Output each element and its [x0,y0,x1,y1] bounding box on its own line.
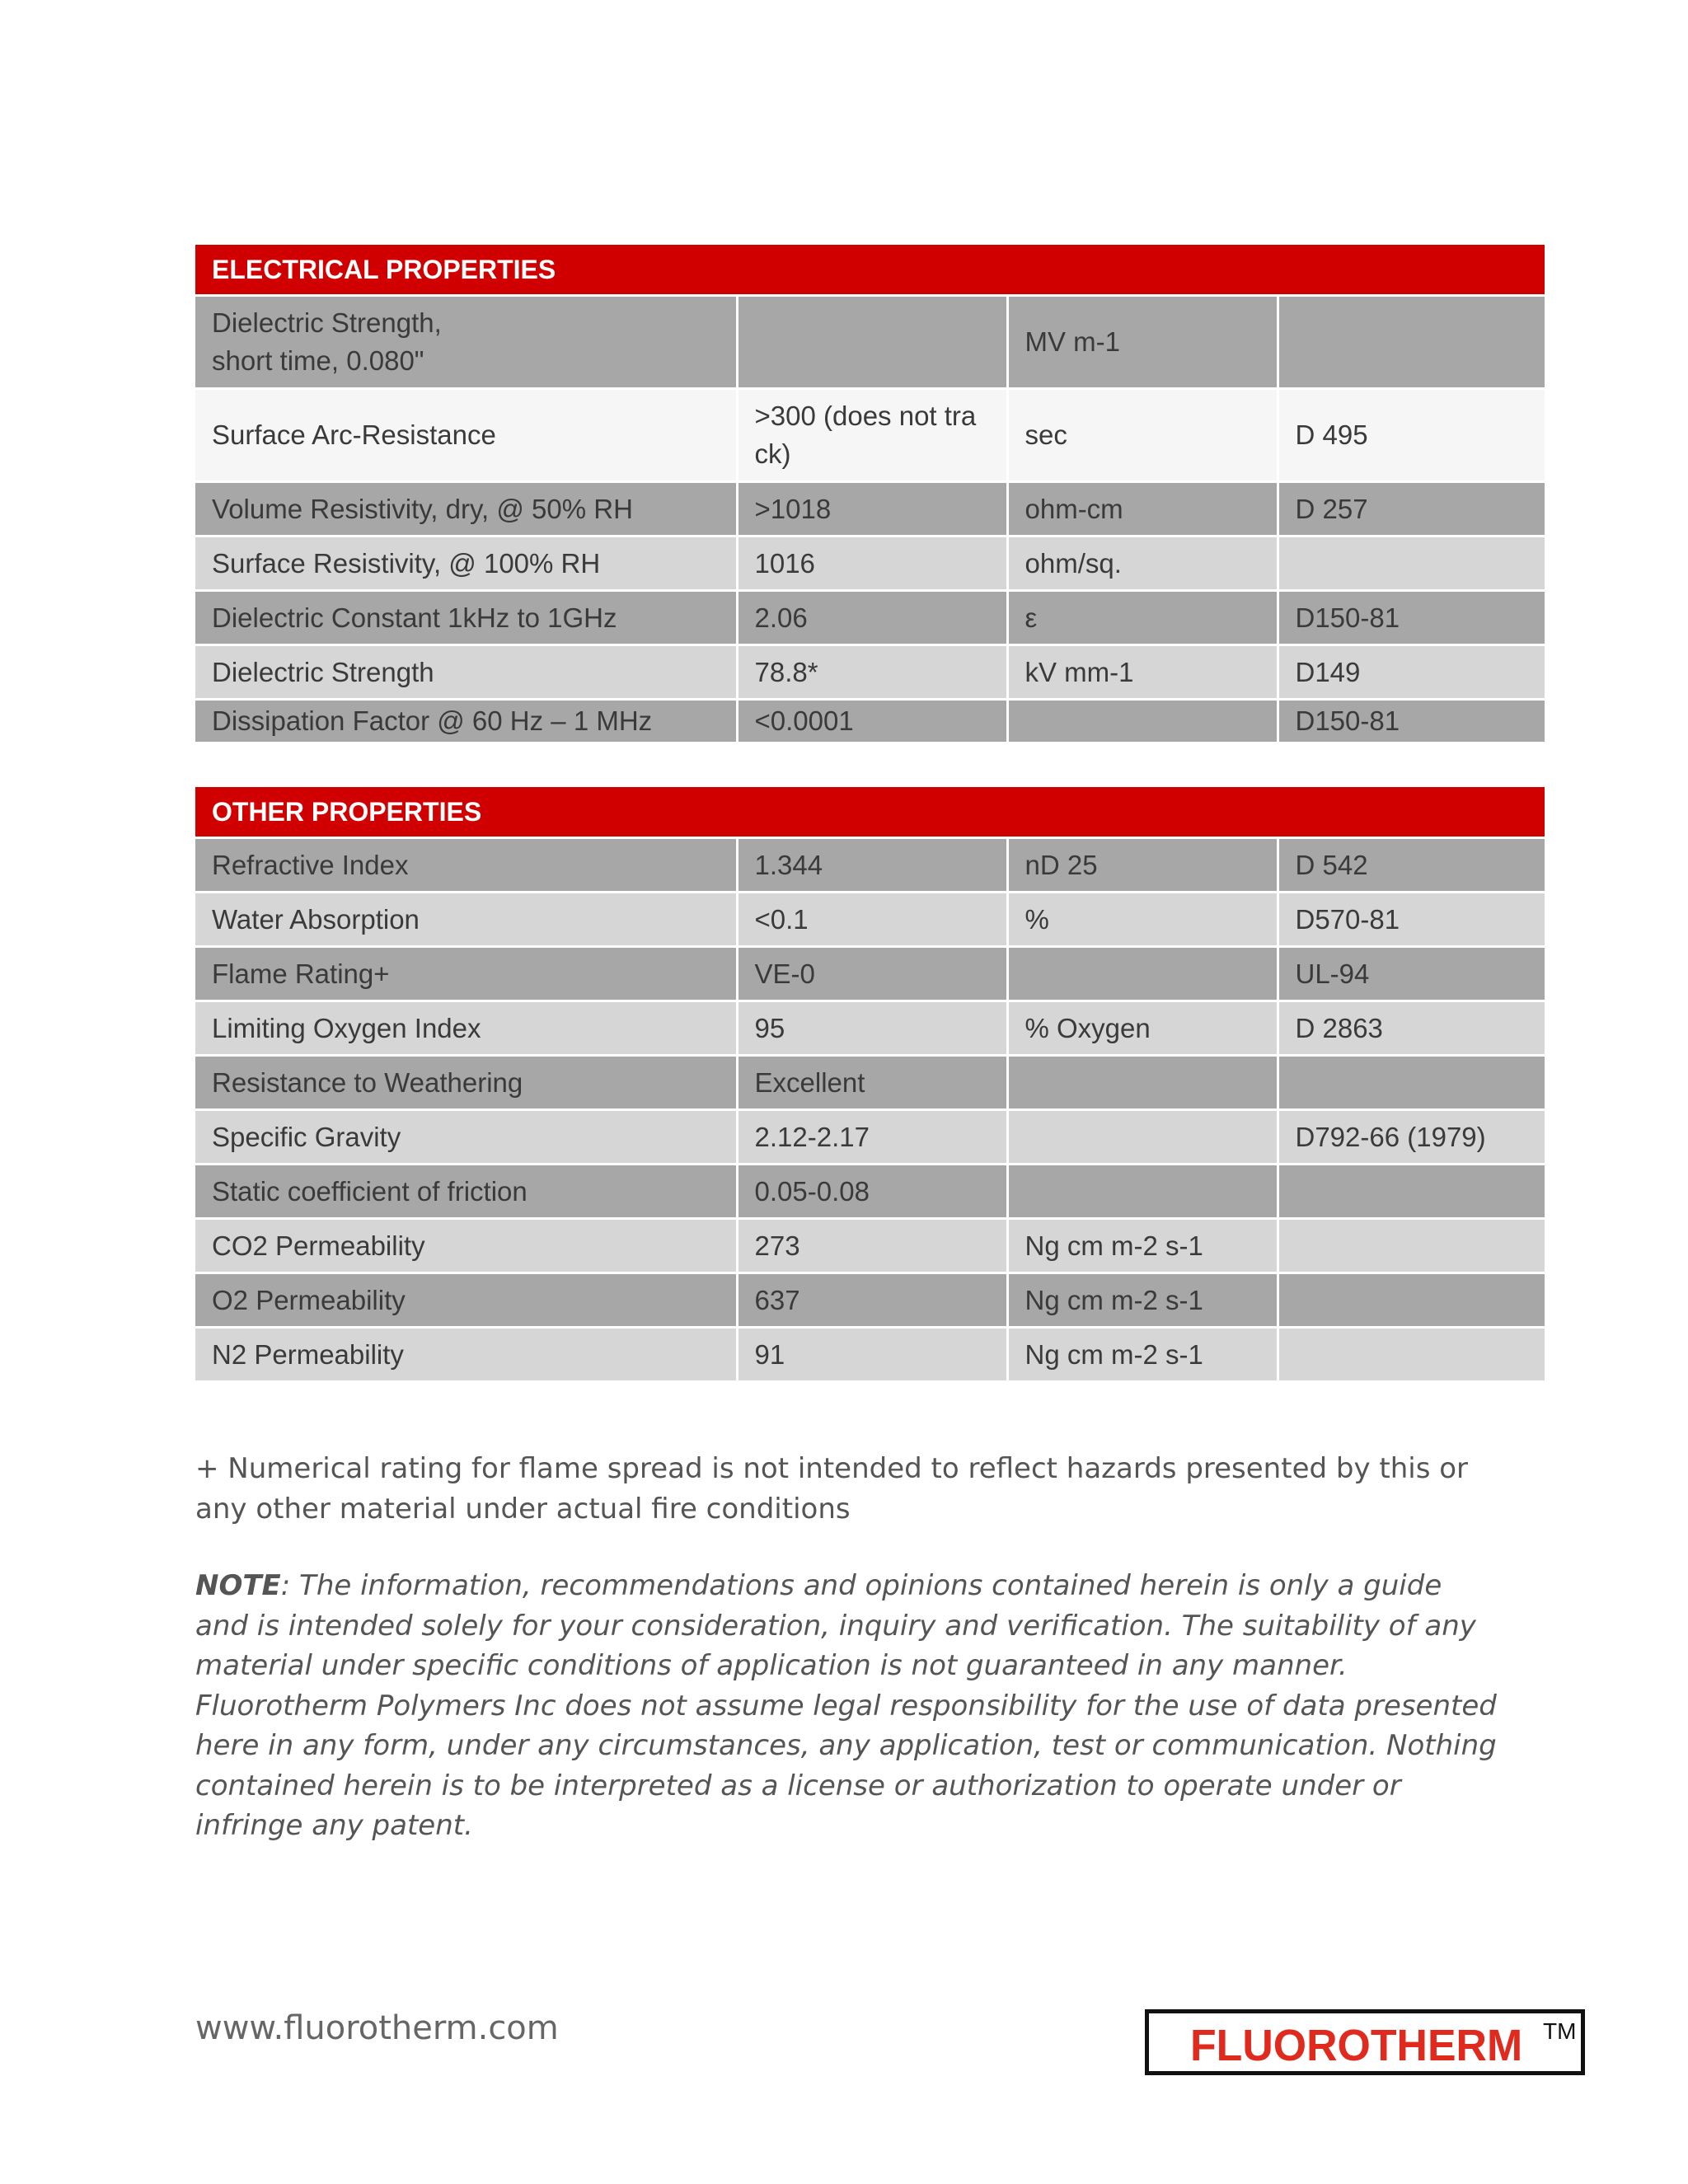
other-property-row [195,1110,1545,1165]
property-name: Water Absorption [195,893,737,947]
test-method [1278,537,1545,591]
property-value: VE-0 [737,947,1007,1001]
disclaimer-note [195,1566,1498,1846]
property-name: Dielectric Strength [195,645,737,700]
property-name: Surface Arc-Resistance [195,389,737,482]
website-url: www.fluorotherm.com [195,2009,559,2047]
property-value: 1016 [737,537,1007,591]
property-name: Dielectric Strength, short time, 0.080" [195,296,737,389]
property-unit [1007,947,1278,1001]
electrical-property-row [195,389,1545,482]
electrical-properties-body [195,245,1545,742]
property-name: Dissipation Factor @ 60 Hz – 1 MHz [195,700,737,743]
property-value: >300 (does not track) [737,389,1007,482]
property-unit: ε [1007,591,1278,645]
other-property-row [195,1273,1545,1328]
property-value: 78.8* [737,645,1007,700]
other-properties-header [195,787,1545,838]
test-method [1278,296,1545,389]
property-unit: ohm-cm [1007,482,1278,537]
trademark-mark: TM [1543,2018,1577,2044]
property-unit: Ng cm m-2 s-1 [1007,1273,1278,1328]
test-method [1278,1328,1545,1381]
property-name: Limiting Oxygen Index [195,1001,737,1056]
electrical-property-row [195,591,1545,645]
property-name: CO2 Permeability [195,1219,737,1273]
electrical-properties-table [195,245,1545,742]
other-properties-table [195,787,1545,1380]
property-name: Refractive Index [195,838,737,893]
property-name: Static coefficient of friction [195,1165,737,1219]
flame-rating-footnote: + Numerical rating for flame spread is not intended to reflect hazards presented by this or any other material under actual fire conditions [195,1452,1469,1526]
electrical-property-row [195,700,1545,743]
property-unit: nD 25 [1007,838,1278,893]
property-value: 0.05-0.08 [737,1165,1007,1219]
property-value: 637 [737,1273,1007,1328]
property-name: Volume Resistivity, dry, @ 50% RH [195,482,737,537]
property-value: 91 [737,1328,1007,1381]
test-method: D150-81 [1278,700,1545,743]
test-method: D 257 [1278,482,1545,537]
property-unit: Ng cm m-2 s-1 [1007,1219,1278,1273]
property-value: 2.12-2.17 [737,1110,1007,1165]
property-name: O2 Permeability [195,1273,737,1328]
property-name: N2 Permeability [195,1328,737,1381]
other-property-row [195,893,1545,947]
property-unit: MV m-1 [1007,296,1278,389]
property-name: Resistance to Weathering [195,1056,737,1110]
property-value: Excellent [737,1056,1007,1110]
property-unit [1007,1165,1278,1219]
property-unit [1007,1110,1278,1165]
disclaimer-text: : The information, recommendations and opinions contained herein is only a guide and is intended solely for your consideration, inquiry and verification. The suitability of any material under specific conditions of application is not guaranteed in any manner. Fluorotherm Polymers Inc does not assume legal responsibility for the use of data presented here in any form, under any circumstances, any application, test or communication. Nothing contained herein is to be interpreted as a license or authorization to operate under or infringe any patent. [195,1569,1497,1842]
property-value: 2.06 [737,591,1007,645]
test-method: UL-94 [1278,947,1545,1001]
property-value: 1.344 [737,838,1007,893]
property-unit: % [1007,893,1278,947]
electrical-property-row [195,482,1545,537]
other-property-row [195,1165,1545,1219]
electrical-property-row [195,645,1545,700]
test-method [1278,1165,1545,1219]
test-method: D 495 [1278,389,1545,482]
test-method [1278,1219,1545,1273]
property-unit: ohm/sq. [1007,537,1278,591]
electrical-property-row [195,537,1545,591]
logo-wordmark: FLUOROTHERM [1190,2021,1523,2070]
test-method: D150-81 [1278,591,1545,645]
other-property-row [195,1219,1545,1273]
property-name: Dielectric Constant 1kHz to 1GHz [195,591,737,645]
test-method: D792-66 (1979) [1278,1110,1545,1165]
electrical-property-row [195,296,1545,389]
other-property-row [195,1001,1545,1056]
test-method [1278,1056,1545,1110]
property-unit [1007,1056,1278,1110]
other-property-row [195,838,1545,893]
other-properties-title: OTHER PROPERTIES [195,787,1545,838]
property-unit [1007,700,1278,743]
disclaimer-label: NOTE [195,1569,281,1602]
other-property-row [195,947,1545,1001]
electrical-properties-title: ELECTRICAL PROPERTIES [195,245,1545,296]
property-name: Flame Rating+ [195,947,737,1001]
electrical-properties-header [195,245,1545,296]
test-method: D570-81 [1278,893,1545,947]
property-unit: sec [1007,389,1278,482]
property-value: <0.1 [737,893,1007,947]
test-method [1278,1273,1545,1328]
fluorotherm-logo [1145,2009,1585,2075]
other-property-row [195,1056,1545,1110]
property-unit: Ng cm m-2 s-1 [1007,1328,1278,1381]
test-method: D 542 [1278,838,1545,893]
property-value: <0.0001 [737,700,1007,743]
test-method: D 2863 [1278,1001,1545,1056]
test-method: D149 [1278,645,1545,700]
property-value: 273 [737,1219,1007,1273]
property-value: 95 [737,1001,1007,1056]
property-unit: % Oxygen [1007,1001,1278,1056]
property-value: >1018 [737,482,1007,537]
property-name: Specific Gravity [195,1110,737,1165]
property-unit: kV mm-1 [1007,645,1278,700]
other-property-row [195,1328,1545,1381]
other-properties-body [195,787,1545,1380]
property-value [737,296,1007,389]
property-name: Surface Resistivity, @ 100% RH [195,537,737,591]
